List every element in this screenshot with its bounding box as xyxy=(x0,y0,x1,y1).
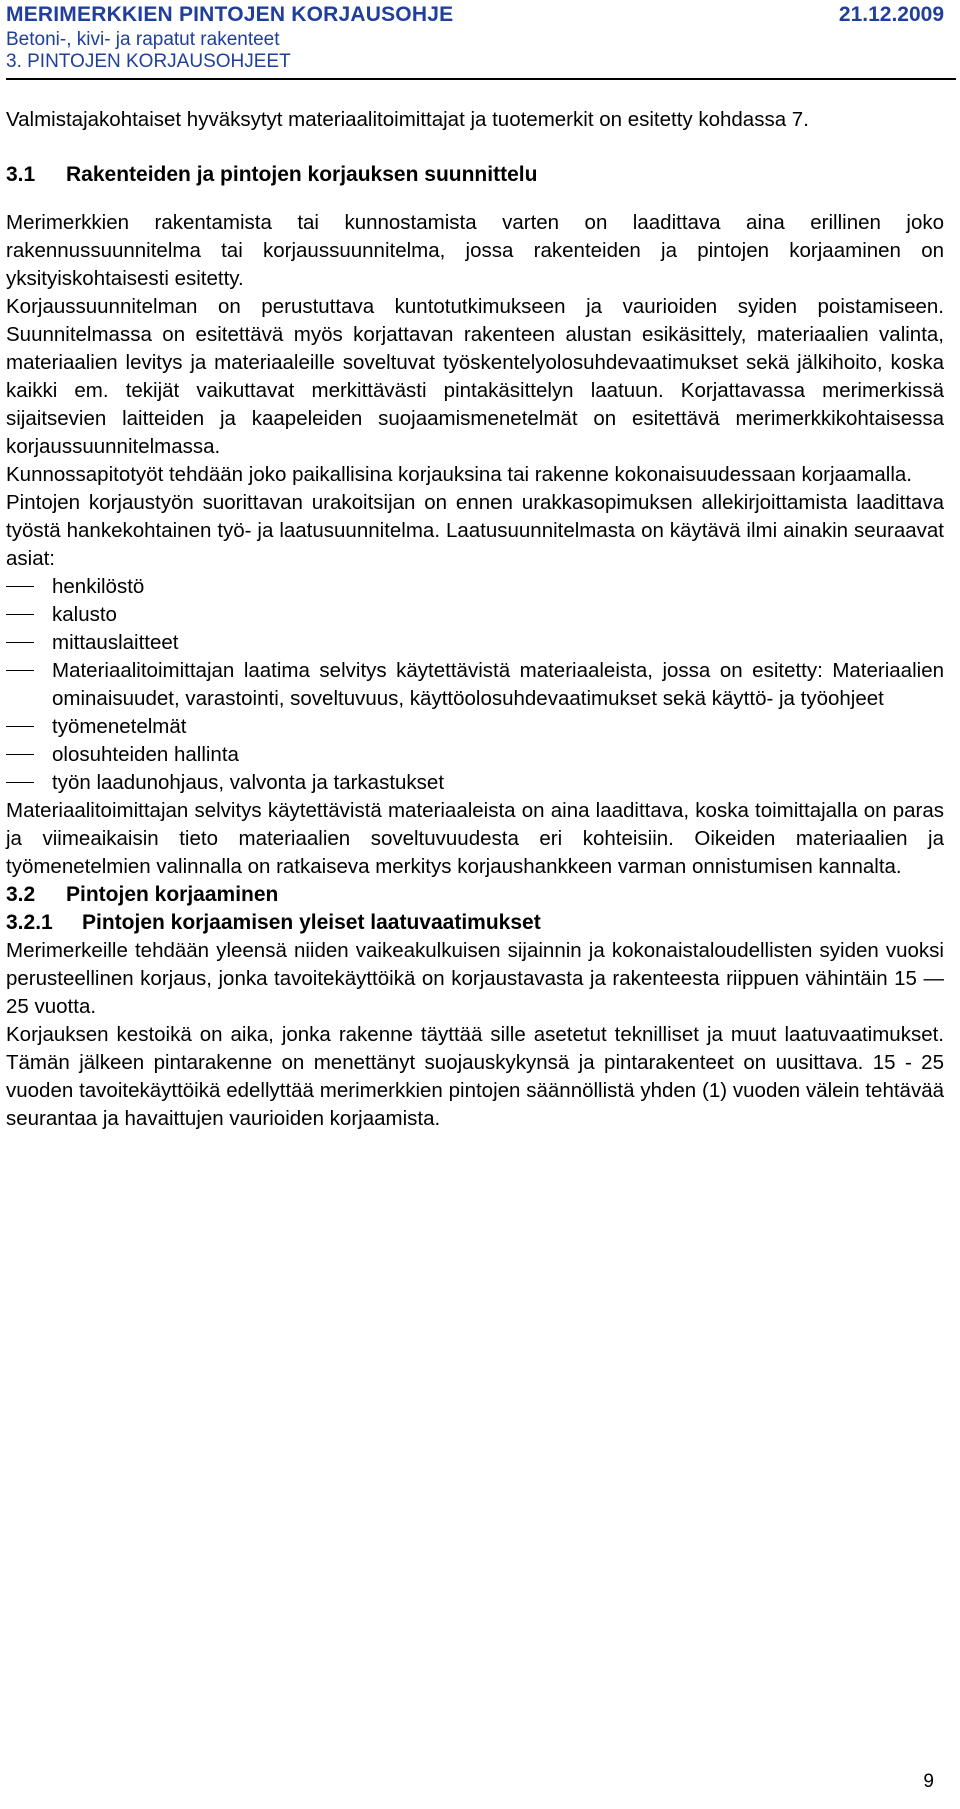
section-heading-3-2 xyxy=(6,881,944,909)
paragraph: Korjaussuunnitelman on perustuttava kuntotutkimukseen ja vaurioiden syiden poistamiseen. Suunnitelmassa on esitettävä myös korjattavan rakenteen alustan esikäsittely, materiaalien valinta, materiaalien levitys ja materiaaleille soveltuvat työskentelyolosuhdevaatimukset sekä jälkihoito, koska kaikki em. tekijät vaikuttavat merkittävästi pintakäsittelyn laatuun. Korjattavassa merimerkissä sijaitsevien laitteiden ja kaapeleiden suojaamismenetelmät on esitettävä merimerkkikohtaisessa korjaussuunnitelmassa. xyxy=(6,295,944,458)
requirements-list xyxy=(6,573,944,797)
section-title: Rakenteiden ja pintojen korjauksen suunnittelu xyxy=(66,163,538,186)
list-item-text: olosuhteiden hallinta xyxy=(52,743,239,766)
list-item xyxy=(6,573,944,601)
list-item xyxy=(6,713,944,741)
chapter-title: 3. PINTOJEN KORJAUSOHJEET xyxy=(6,51,291,72)
page-header xyxy=(6,2,956,78)
dash-bullet xyxy=(6,586,34,587)
list-item xyxy=(6,741,944,769)
section-title: Pintojen korjaaminen xyxy=(66,883,279,906)
list-item-text: Materiaalitoimittajan laatima selvitys käytettävistä materiaaleista, jossa on esitetty: Materiaalien ominaisuudet, varastointi, soveltuvuus, käyttöolosuhdevaatimukset sekä käyttö- ja työohjeet xyxy=(52,659,944,710)
list-item-text: kalusto xyxy=(52,603,117,626)
list-item-text: työn laadunohjaus, valvonta ja tarkastukset xyxy=(52,771,445,794)
document-subtitle: Betoni-, kivi- ja rapatut rakenteet xyxy=(6,29,280,50)
paragraph: Materiaalitoimittajan selvitys käytettävistä materiaaleista on aina laadittava, koska toimittajalla on paras ja viimeaikaisin tieto materiaalien soveltuvuudesta eri kohteisiin. Oikeiden materiaalien ja työmenetelmien valinnalla on ratkaiseva merkitys korjaushankkeen varman onnistumisen kannalta. xyxy=(6,799,944,878)
list-item-text: henkilöstö xyxy=(52,575,145,598)
intro-paragraph: Valmistajakohtaiset hyväksytyt materiaalitoimittajat ja tuotemerkit on esitetty kohdassa 7. xyxy=(6,108,809,131)
section-number: 3.1 xyxy=(6,163,36,186)
paragraph: Korjauksen kestoikä on aika, jonka rakenne täyttää sille asetetut teknilliset ja muut laatuvaatimukset. Tämän jälkeen pintarakenne on menettänyt suojauskykynsä ja pintarakenteet on uusittava. 15 - 25 vuoden tavoitekäyttöikä edellyttää merimerkkien pintojen säännöllistä yhden (1) vuoden välein tehtävää seurantaa ja havaittujen vaurioiden korjaamista. xyxy=(6,1023,944,1130)
paragraph: Kunnossapitotyöt tehdään joko paikallisina korjauksina tai rakenne kokonaisuudessaan korjaamalla. xyxy=(6,463,912,486)
dash-bullet xyxy=(6,614,34,615)
page-content xyxy=(6,106,944,1133)
document-page xyxy=(6,0,956,1809)
dash-bullet xyxy=(6,726,34,727)
paragraph: Merimerkkien rakentamista tai kunnostamista varten on laadittava aina erillinen joko rakennussuunnitelma tai korjaussuunnitelma, jossa rakenteiden ja pintojen korjaaminen on yksityiskohtaisesti esitetty. xyxy=(6,211,944,290)
section-heading-3-1 xyxy=(6,161,944,189)
section-number: 3.2.1 xyxy=(6,911,53,934)
document-date: 21.12.2009 xyxy=(838,3,944,26)
page-number: 9 xyxy=(923,1771,934,1792)
list-item xyxy=(6,629,944,657)
dash-bullet xyxy=(6,642,34,643)
document-title: MERIMERKKIEN PINTOJEN KORJAUSOHJE xyxy=(6,3,454,26)
dash-bullet xyxy=(6,670,34,671)
dash-bullet xyxy=(6,782,34,783)
paragraph: Merimerkeille tehdään yleensä niiden vaikeakulkuisen sijainnin ja kokonaistaloudellisten syiden vuoksi perusteellinen korjaus, jonka tavoitekäyttöikä on korjaustavasta ja rakenteesta riippuen vähintäin 15 — 25 vuotta. xyxy=(6,939,944,1018)
list-item xyxy=(6,769,944,797)
section-heading-3-2-1 xyxy=(6,909,944,937)
list-item-text: mittauslaitteet xyxy=(52,631,179,654)
dash-bullet xyxy=(6,754,34,755)
section-title: Pintojen korjaamisen yleiset laatuvaatimukset xyxy=(82,911,541,934)
paragraph: Pintojen korjaustyön suorittavan urakoitsijan on ennen urakkasopimuksen allekirjoittamista laadittava työstä hankekohtainen työ- ja laatusuunnitelma. Laatusuunnitelmasta on käytävä ilmi ainakin seuraavat asiat: xyxy=(6,491,944,570)
section-number: 3.2 xyxy=(6,883,36,906)
list-item-text: työmenetelmät xyxy=(52,715,187,738)
list-item xyxy=(6,601,944,629)
list-item xyxy=(6,657,944,713)
header-divider xyxy=(6,78,956,80)
